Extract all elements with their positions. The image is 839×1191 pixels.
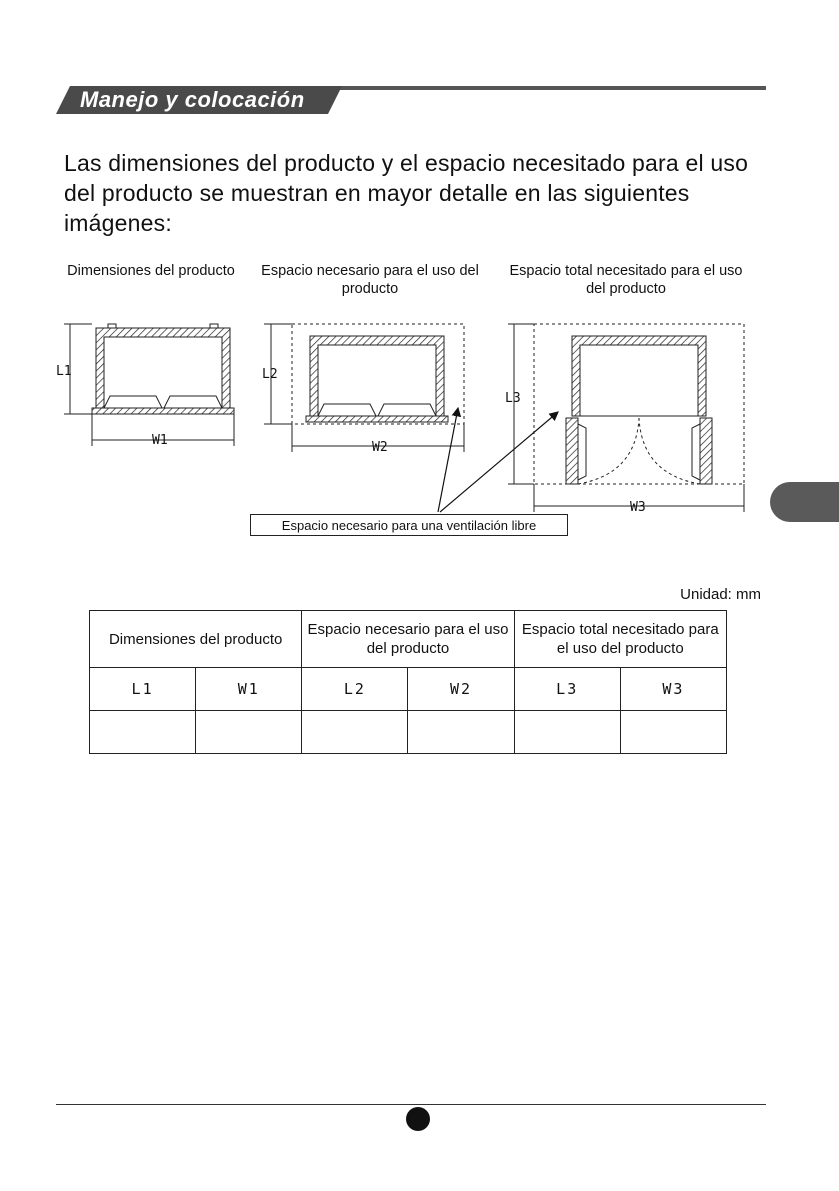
ventilation-note: Espacio necesario para una ventilación libre [250, 514, 568, 536]
table-group-total-space: Espacio total necesitado para el uso del producto [514, 611, 726, 668]
intro-paragraph: Las dimensiones del producto y el espacio necesitado para el uso del producto se muestran en mayor detalle en las siguientes imágenes: [64, 150, 749, 236]
table-cell-l2 [302, 711, 408, 754]
table-group-product: Dimensiones del producto [90, 611, 302, 668]
table-cell-w1 [196, 711, 302, 754]
table-col-l2: L2 [302, 668, 408, 711]
table-cell-l3 [514, 711, 620, 754]
side-tab-marker [770, 482, 839, 522]
table-cell-w3 [620, 711, 726, 754]
table-cell-w2 [408, 711, 514, 754]
label-w2: W2 [372, 440, 388, 455]
page-number-dot [406, 1107, 430, 1131]
table-col-l3: L3 [514, 668, 620, 711]
dimension-diagrams [0, 0, 839, 560]
section-title: Manejo y colocación [80, 87, 305, 112]
diagram-space-needed [262, 324, 464, 455]
table-col-w3: W3 [620, 668, 726, 711]
table-cell-l1 [90, 711, 196, 754]
label-l1: L1 [56, 364, 72, 379]
caption-space-needed: Espacio necesario para el uso del producto [261, 263, 479, 297]
label-w1: W1 [152, 433, 168, 448]
table-col-w2: W2 [408, 668, 514, 711]
diagram-product [56, 324, 234, 448]
table-header-row [90, 668, 727, 711]
table-col-l1: L1 [90, 668, 196, 711]
table-group-space-needed: Espacio necesario para el uso del producto [302, 611, 514, 668]
table-col-w1: W1 [196, 668, 302, 711]
label-l2: L2 [262, 367, 278, 382]
table-group-row [90, 611, 727, 668]
caption-product-dimensions: Dimensiones del producto [67, 263, 235, 279]
vent-arrow-2 [440, 412, 558, 512]
dimensions-table [89, 610, 727, 754]
caption-total-space: Espacio total necesitado para el uso del producto [509, 263, 743, 297]
label-l3: L3 [505, 391, 521, 406]
label-w3: W3 [630, 500, 646, 515]
footer-rule [56, 1104, 766, 1105]
unit-label: Unidad: mm [680, 586, 761, 603]
diagram-total-space [505, 324, 744, 515]
table-row [90, 711, 727, 754]
